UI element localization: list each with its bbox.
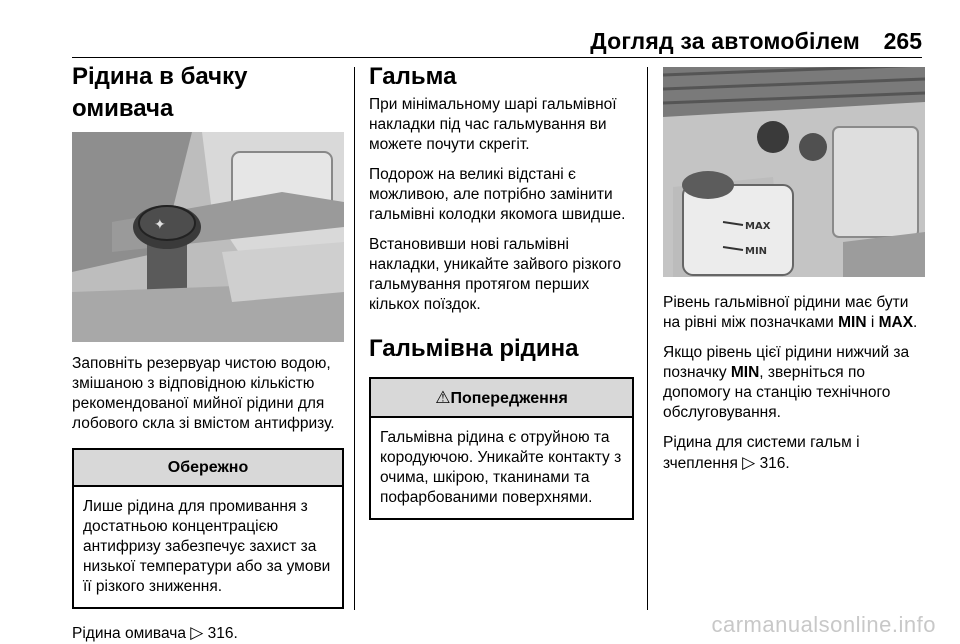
- caution-box: [72, 448, 344, 609]
- reference-text: Рідина для системи гальм і зчеплення: [663, 434, 860, 472]
- brake-fluid-para-2: Якщо рівень цієї рідини нижчий за позначку MIN, зверніться по допомогу на станцію технічного обслуговування.: [663, 344, 910, 421]
- brakes-para-3: Встановивши нові гальмівні накладки, уникайте зайвого різкого гальмування протягом перших кількох поїздок.: [369, 236, 622, 313]
- warning-box: [369, 377, 634, 520]
- column-brakes: [369, 61, 634, 520]
- caution-heading: Обережно: [74, 450, 342, 487]
- warning-heading: Попередження: [450, 390, 568, 407]
- reference-page[interactable]: 316.: [759, 455, 790, 472]
- washer-fluid-instruction: Заповніть резервуар чистою водою, змішаною з відповідною кількістю рекомендованої мийної рідини для лобового скла зі вмістом антифризу.: [72, 355, 335, 432]
- section-title-brakes: Гальма: [369, 63, 457, 90]
- section-title-brake-fluid: Гальмівна рідина: [369, 335, 579, 362]
- washer-reservoir-illustration: [72, 132, 344, 342]
- column-divider-1: [354, 67, 355, 610]
- page-reference-arrow-icon: ▷: [190, 623, 204, 642]
- header-rule: [72, 57, 922, 58]
- column-brake-fluid: [663, 61, 925, 474]
- brake-fluid-para-1: Рівень гальмівної рідини має бути на рівні між позначками MIN і MAX.: [663, 294, 918, 331]
- brake-fluid-illustration: [663, 67, 925, 277]
- reference-text: Рідина омивача: [72, 625, 186, 642]
- watermark: carmanualsonline.info: [711, 612, 936, 637]
- min-mark-label: MIN: [745, 246, 768, 257]
- max-mark-label: MAX: [745, 221, 771, 232]
- warning-heading-row: [371, 379, 632, 418]
- page-reference-arrow-icon: ▷: [742, 453, 756, 472]
- running-header-title: Догляд за автомобілем: [590, 28, 860, 54]
- brake-fluid-reference: [663, 433, 925, 474]
- column-divider-2: [647, 67, 648, 610]
- section-title-washer-fluid: Рідина в бачку омивача: [72, 63, 248, 122]
- svg-text:✦: ✦: [154, 217, 166, 233]
- washer-fluid-reference: [72, 623, 344, 644]
- column-washer-fluid: [72, 61, 344, 644]
- brake-fluid-photo: [663, 67, 925, 277]
- caution-body: Лише рідина для промивання з достатньою концентрацією антифризу забезпечує захист за низької температури або за умови її різкого зниження.: [83, 498, 331, 595]
- brakes-para-2: Подорож на великі відстані є можливою, але потрібно замінити гальмівні колодки якомога швидше.: [369, 166, 626, 223]
- page-number: 265: [883, 28, 922, 54]
- warning-triangle-icon: ⚠: [435, 388, 451, 407]
- warning-body: Гальмівна рідина є отруйною та кородуючою. Уникайте контакту з очима, шкірою, тканинами та пофарбованими поверхнями.: [380, 429, 622, 506]
- brakes-para-1: При мінімальному шарі гальмівної накладки під час гальмування ви можете почути скрегіт.: [369, 96, 617, 153]
- reference-page[interactable]: 316.: [207, 625, 238, 642]
- washer-reservoir-photo: [72, 132, 344, 342]
